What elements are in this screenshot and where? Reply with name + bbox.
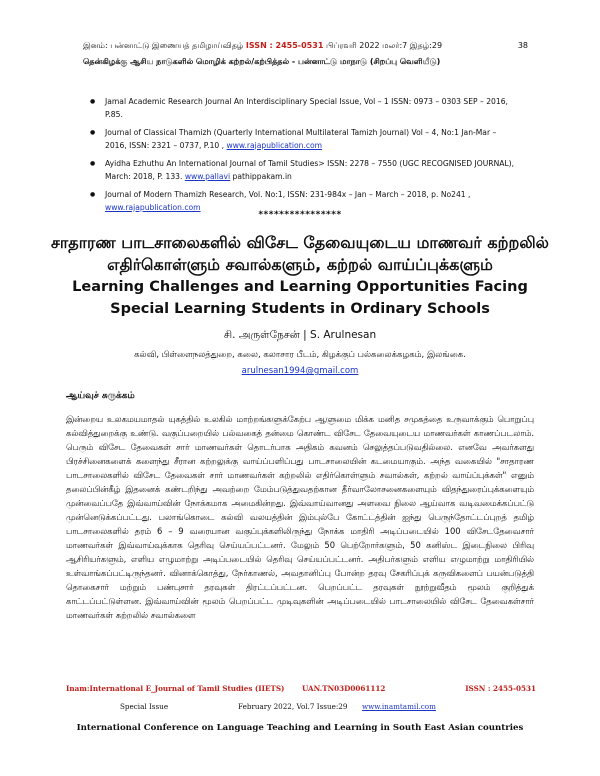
journal-name: இனம்: பன்னாட்டு இணையத் தமிழாய்விதழ் [83,41,244,50]
conference-header: தென்கிழக்கு ஆசிய நாடுகளில் மொழிக் கற்றல்/கற்பித்தல் - பன்னாட்டு மாநாடு (சிறப்பு வெளியீடு) [83,57,441,66]
reference-list [90,96,520,220]
author-name: சி. அருள்நேசன் | S. Arulnesan [223,329,377,341]
article-title-english: Learning Challenges and Learning Opportunities Facing Special Learning Students in Ordinary Schools [72,279,528,317]
section-separator: **************** [258,210,342,220]
footer-issn: ISSN : 2455-0531 [465,684,536,693]
footer-uan: UAN.TN03D0061112 [302,684,386,693]
footer-date: February 2022, Vol.7 Issue:29 [238,702,348,711]
footer-website-link[interactable]: www.inamtamil.com [362,702,436,711]
running-header [83,41,528,51]
reference-link[interactable]: www.rajapublication.com [226,140,323,150]
author-affiliation: கல்வி, பிள்ளைநலத்துறை, கலை, கலாசார பீடம், கிழக்குப் பல்கலைக்கழகம், இலங்கை. [134,350,466,360]
footer-journal-name: Inam:International E_Journal of Tamil Studies (IIETS) [66,684,285,693]
footer-journal-line [66,684,536,696]
page-number: 38 [517,41,528,50]
reference-link[interactable]: www.rajapublication.com [105,202,201,212]
issue-info: பிப்ரவரி 2022 மலர்:7 இதழ்:29 [325,41,443,50]
article-title-tamil: சாதாரண பாடசாலைகளில் விசேட தேவையுடைய மாணவர் கற்றலில் எதிர்கொள்ளும் சவால்களும், கற்றல் வாய்ப்புக்களும் [51,233,549,274]
abstract-body: இன்றைய உலகமயமாதல் யுகத்தில் உலகில் மாற்றங்களுக்கேற்ப ஆளுமை மிக்க மனித சமுகத்தை உருவாக்கும் பொறுப்பு கல்வித்துறைக்கு உண்டு. வகுப்பறையில் பல்வகைத் தன்மை கொண்ட விசேட தேவையுடைய மாணவர்கள் காணப்படலாம். பெரும் விசேட தேவைகள் சார் மாணவர்கள் தொடர்பாக அதிகம் கவனம் செலுத்தப்படுவதில்லை. எனவே அவர்களது பிரச்சினைகளைக் களைந்து சீரான கற்றலுக்கு வாய்ப்பளிப்பது பாடசாலையின் கடமையாகும். அந்த வகையில் "சாதாரண பாடசாலைகளில் விசேட தேவைகள் சார் மாணவர்கள் கற்றலில் எதிர்கொள்ளும் சவால்கள், கற்றல் வாய்ப்புக்கள்" எனும் தலைப்பின்கீழ் இதனைக் கண்டறிந்து அவற்றை மேம்படுத்துவதற்கான தீர்வாலோசனைகளையும் விதந்துரைப்புக்களையும் முன்வைப்பதே இவ்வாய்வின் நோக்கமாக அமைகின்றது. இவ்வாய்வானது அளவை நிலை ஆய்வாக வடிவமைக்கப்பட்டு முன்னெடுக்கப்பட்டது. பலாங்கொடை கல்வி வலயத்தின் இம்புல்பே கோட்டத்தின் ஐந்து பெருந்தோட்டப்புறத் தமிழ் பாடசாலைகளில் தரம் 6 – 9 வரையான வகுப்புக்களிலிருந்து நோக்க மாதிரி அடிப்படையில் 100 விசேடதேவைசார் மாணவர்கள் இவ்வாய்வுக்காக தெரிவு செய்யப்பட்டனர். மேலும் 50 பெற்றோர்களும், 50 கனிஸ்ட இடைநிலை பிரிவு ஆசிரியர்களும், எளிய எழுமாற்று அடிப்படையில் தெரிவு செய்யப்பட்டனர். அதிபர்களும் எளிய எழுமாற்று மாதிரியில் உள்வாங்கப்பட்டிருந்தனர். வினாக்கொத்து, நேர்காணல், அவதானிப்பு போன்ற தரவு சேகரிப்புக் கருவிகளைப் பயன்படுத்தி தொகைசார் மற்றும் பண்புசார் தரவுகள் திரட்டப்பட்டன. பெறப்பட்ட தரவுகள் நூற்றுவீதம் மூலம் குறித்துக் காட்டப்பட்டுள்ளன. இவ்வாய்வின் மூலம் பெறப்பட்ட முடிவுகளின் அடிப்படையில் பாடசாலையில் விசேட தேவைகள்சார் மாணவர்கள் கற்றலில் சவால்களை [66,414,534,620]
reference-item: ● Journal of Modern Thamizh Research, Vol. No:1, ISSN: 231-984x – Jan – March – 2018, p. No241 , www.rajapublication.com [90,189,520,214]
abstract-heading: ஆய்வுச் சுருக்கம் [66,391,135,401]
reference-item: ● Ayidha Ezhuthu An International Journal of Tamil Studies> ISSN: 2278 – 7550 (UGC RECOGNISED JOURNAL), March: 2018, P. 133. www.pallavi pathippakam.in [90,158,520,183]
footer-special-issue: Special Issue [120,702,169,711]
footer-issue-line [120,702,480,714]
reference-link[interactable]: www.pallavi [184,171,231,181]
author-email-link[interactable]: arulnesan1994@gmail.com [241,366,359,376]
footer-conference: International Conference on Language Teaching and Learning in South East Asian countries [76,723,524,733]
reference-item: ● Jamal Academic Research Journal An Interdisciplinary Special Issue, Vol – 1 ISSN: 0973 – 0303 SEP – 2016, P.85. [90,96,520,121]
reference-item: ● Journal of Classical Thamizh (Quarterly International Multilateral Tamizh Journal) Vol – 4, No:1 Jan-Mar – 2016, ISSN: 2321 – 0737, P.10 , www.rajapublication.com [90,127,520,152]
header-issn: ISSN : 2455-0531 [245,41,324,50]
